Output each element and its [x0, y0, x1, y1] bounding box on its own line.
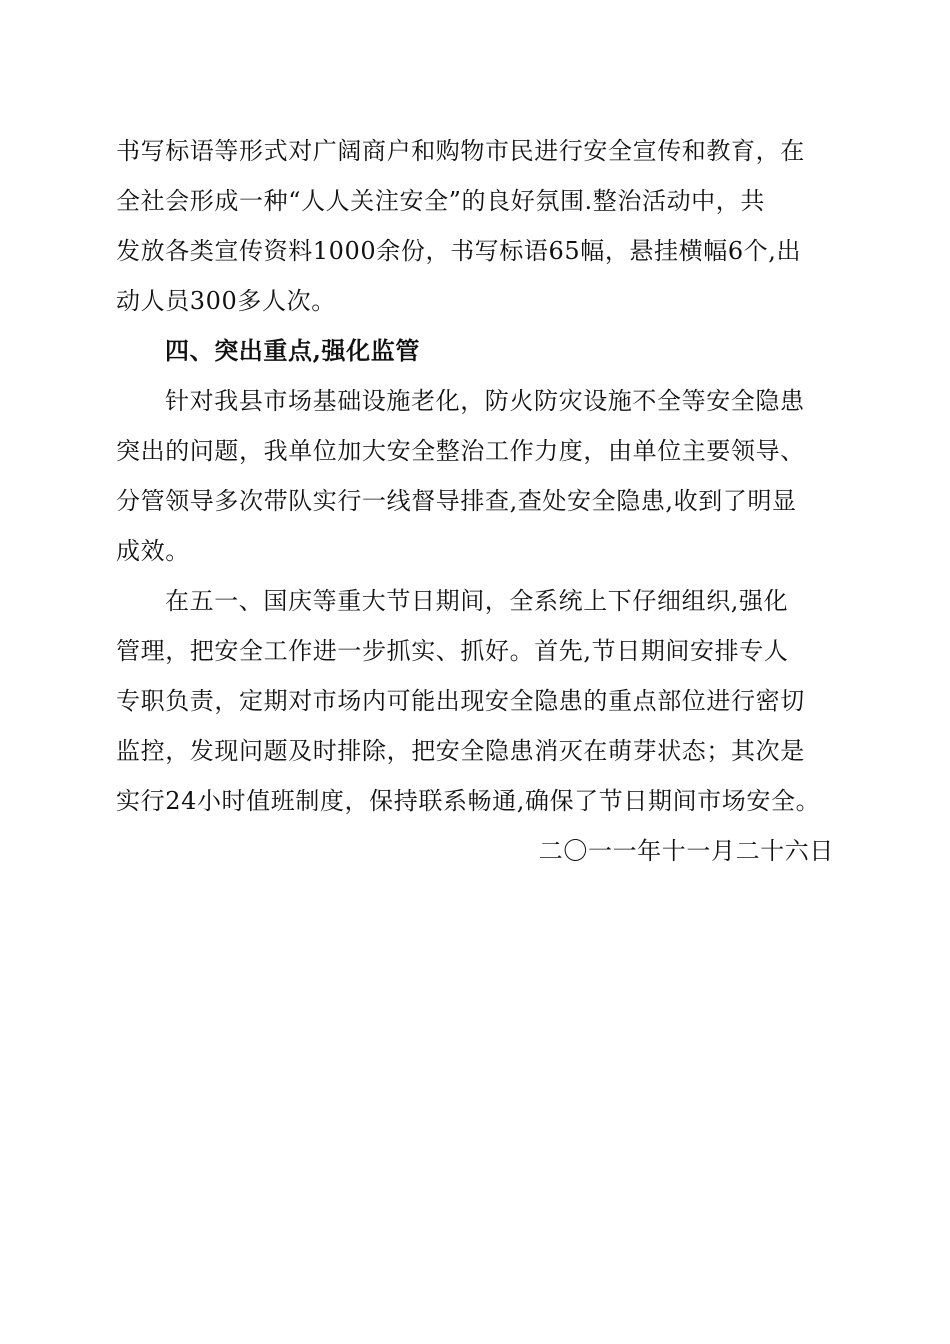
paragraph-line: 在五一、国庆等重大节日期间，全系统上下仔细组织,强化	[165, 587, 789, 615]
document-date: 二〇一一年十一月二十六日	[538, 837, 834, 865]
paragraph-line: 全社会形成一种“人人关注安全”的良好氛围.整治活动中，共	[116, 187, 765, 215]
paragraph-line: 专职负责，定期对市场内可能出现安全隐患的重点部位进行密切	[116, 687, 805, 715]
section-heading: 四、突出重点,强化监管	[165, 336, 420, 365]
paragraph-line: 管理，把安全工作进一步抓实、抓好。首先,节日期间安排专人	[116, 637, 789, 665]
paragraph-line: 分管领导多次带队实行一线督导排查,查处安全隐患,收到了明显	[116, 487, 797, 515]
paragraph-line: 监控，发现问题及时排除，把安全隐患消灭在萌芽状态；其次是	[116, 737, 805, 765]
paragraph-line: 实行24小时值班制度，保持联系畅通,确保了节日期间市场安全。	[116, 787, 821, 815]
paragraph-line: 成效。	[116, 537, 190, 565]
paragraph-line: 突出的问题，我单位加大安全整治工作力度，由单位主要领导、	[116, 437, 805, 465]
paragraph-line: 动人员300多人次。	[116, 287, 336, 315]
paragraph-line: 发放各类宣传资料1000余份，书写标语65幅，悬挂横幅6个,出	[116, 237, 802, 265]
paragraph-line: 针对我县市场基础设施老化，防火防灾设施不全等安全隐患	[165, 387, 805, 415]
paragraph-line: 书写标语等形式对广阔商户和购物市民进行安全宣传和教育，在	[116, 137, 805, 165]
